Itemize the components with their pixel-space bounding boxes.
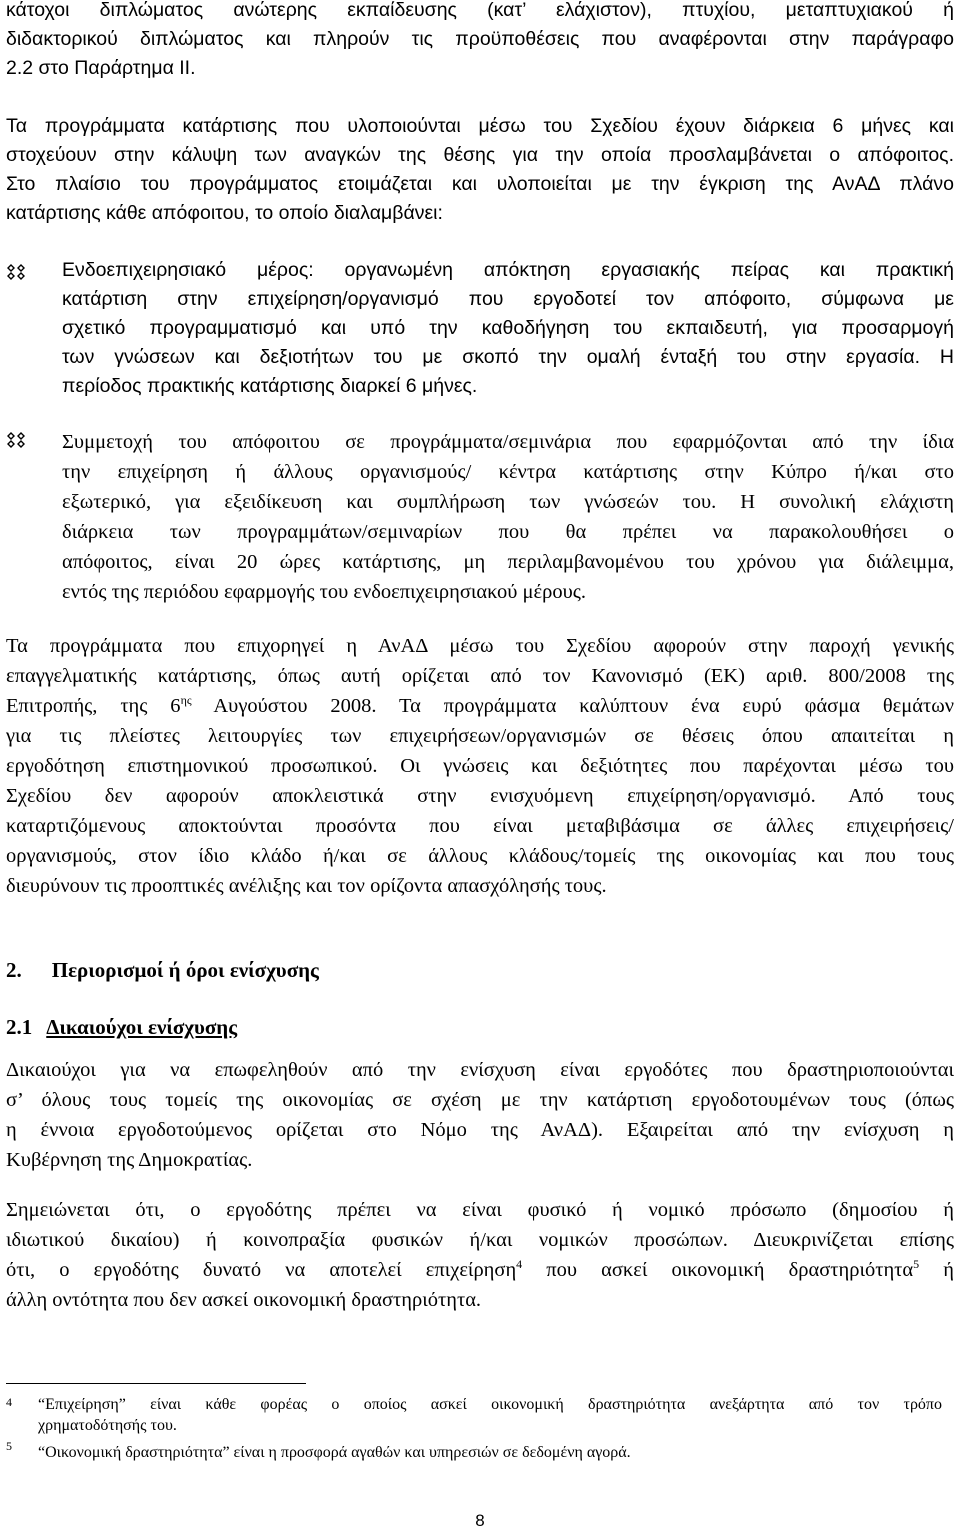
text-line: Σημειώνεται ότι, ο εργοδότης πρέπει να είναι φυσικό ή νομικό πρόσωπο (δημοσίου ή — [6, 1199, 954, 1221]
text-line: οργανισμούς, στον ίδιο κλάδο ή/και σε άλλους κλάδους/τομείς της οικονομίας και που τους — [6, 845, 954, 867]
text-line: διάρκεια των προγραμμάτων/σεμιναρίων που θα πρέπει να παρακολουθήσει ο — [62, 521, 954, 543]
text-segment: που ασκεί οικονομική δραστηριότητα — [522, 1259, 914, 1281]
diamond-bullet-icon — [6, 430, 26, 450]
text-line — [6, 1255, 954, 1285]
text-segment: ότι, ο εργοδότης δυνατό να αποτελεί επιχείρηση — [6, 1259, 517, 1281]
text-line: 2.2 στο Παράρτημα ΙΙ. — [6, 57, 196, 79]
section-title: Δικαιούχοι ενίσχυσης — [46, 1015, 238, 1039]
text-line: εξωτερικό, για εξειδίκευση και συμπλήρωση των γνώσεών του. Η συνολική ελάχιστη — [62, 491, 954, 513]
footnote-4 — [38, 1394, 942, 1436]
bullet-item-internal-training — [62, 256, 954, 401]
footnote-separator — [6, 1383, 306, 1384]
text-line: στοχεύουν στην κάλυψη των αναγκών της θέσης για την οποία προσλαμβάνεται ο απόφοιτος. — [6, 144, 954, 166]
footnote-text: “Οικονομική δραστηριότητα” είναι η προσφορά αγαθών και υπηρεσιών σε δεδομένη αγορά. — [38, 1444, 631, 1461]
text-line: άλλη οντότητα που δεν ασκεί οικονομική δραστηριότητα. — [6, 1289, 482, 1311]
footnote-reference[interactable]: 4 — [516, 1257, 523, 1272]
diamond-bullet-icon — [6, 262, 26, 282]
paragraph-funded-programs — [6, 631, 954, 901]
text-segment: Αυγούστου 2008. Τα προγράμματα καλύπτουν ένα ευρύ φάσμα θεμάτων — [191, 695, 954, 717]
footnote-mark: 5 — [6, 1439, 12, 1453]
section-title: Περιορισμοί ή όροι ενίσχυσης — [51, 958, 319, 982]
footnote-reference[interactable]: 5 — [913, 1257, 920, 1272]
page-number: 8 — [475, 1511, 485, 1530]
bullet-item-seminars — [62, 427, 954, 607]
text-line: για τις πλείστες λειτουργίες των επιχειρήσεων/οργανισμών σε θέσεις όπου απαιτείται η — [6, 725, 954, 747]
section-number: 2. — [6, 958, 22, 982]
superscript: ης — [180, 693, 192, 708]
text-line: διευρύνουν τις προοπτικές ανέλιξης και τον ορίζοντα απασχόλησής τους. — [6, 875, 607, 897]
text-line: Σχεδίου δεν αφορούν αποκλειστικά στην ενισχυόμενη επιχείρηση/οργανισμό. Από τους — [6, 785, 954, 807]
text-line: κατάρτισης κάθε απόφοιτου, το οποίο διαλαμβάνει: — [6, 202, 443, 224]
text-line: των γνώσεων και δεξιοτήτων του με σκοπό την ομαλή ένταξή του στην εργασία. Η — [62, 346, 954, 368]
section-heading-2 — [6, 955, 319, 985]
text-line: κάτοχοι διπλώματος ανώτερης εκπαίδευσης (κατ’ ελάχιστον), πτυχίου, μεταπτυχιακού ή — [6, 0, 954, 21]
text-segment: ή — [919, 1259, 954, 1281]
text-line: ιδιωτικού δικαίου) ή κοινοπραξία φυσικών ή/και νομικών προσώπων. Διευκρινίζεται επίσης — [6, 1229, 954, 1251]
paragraph-beneficiaries — [6, 1055, 954, 1175]
text-line: Τα προγράμματα κατάρτισης που υλοποιούνται μέσω του Σχεδίου έχουν διάρκεια 6 μήνες και — [6, 115, 954, 137]
text-line: Δικαιούχοι για να επωφεληθούν από την ενίσχυση είναι εργοδότες που δραστηριοποιούνται — [6, 1059, 954, 1081]
text-line: εργοδότηση επιστημονικού προσωπικού. Οι γνώσεις και δεξιότητες που παρέχονται μέσω του — [6, 755, 954, 777]
section-number: 2.1 — [6, 1015, 33, 1039]
text-line: την επιχείρηση ή άλλους οργανισμούς/ κέντρα κατάρτισης στην Κύπρο ή/και στο — [62, 461, 954, 483]
text-line: Κυβέρνηση της Δημοκρατίας. — [6, 1149, 253, 1171]
text-line: η έννοια εργοδοτούμενος ορίζεται στο Νόμο της ΑνΑΔ). Εξαιρείται από την ενίσχυση η — [6, 1119, 954, 1141]
footnote-text: “Επιχείρηση” είναι κάθε φορέας ο οποίος ασκεί οικονομική δραστηριότητα ανεξάρτητα από τον τρόπο — [38, 1396, 942, 1413]
text-line: Ενδοεπιχειρησιακό μέρος: οργανωμένη απόκτηση εργασιακής πείρας και πρακτική — [62, 259, 954, 281]
text-line: κατάρτιση στην επιχείρηση/οργανισμό που εργοδοτεί τον απόφοιτο, σύμφωνα με — [62, 288, 954, 310]
footnote-mark: 4 — [6, 1395, 12, 1409]
section-heading-2-1 — [6, 1012, 237, 1042]
text-line: καταρτιζόμενους αποκτούνται προσόντα που είναι μεταβιβάσιμα σε άλλες επιχειρήσεις/ — [6, 815, 954, 837]
text-line: διδακτορικού διπλώματος και πληρούν τις προϋποθέσεις που αναφέρονται στην παράγραφο — [6, 28, 954, 50]
paragraph-intro — [6, 0, 954, 83]
paragraph-programs — [6, 112, 954, 228]
text-line: σ’ όλους τους τομείς της οικονομίας σε σχέση με την κατάρτιση εργοδοτουμένων τους (όπως — [6, 1089, 954, 1111]
text-line: Τα προγράμματα που επιχορηγεί η ΑνΑΔ μέσω του Σχεδίου αφορούν στην παροχή γενικής — [6, 635, 954, 657]
text-line: επαγγελματικής κατάρτισης, όπως αυτή ορίζεται από τον Κανονισμό (ΕΚ) αριθ. 800/2008 της — [6, 665, 954, 687]
text-segment: Επιτροπής, της 6 — [6, 695, 181, 717]
text-line: εντός της περιόδου εφαρμογής του ενδοεπιχειρησιακού μέρους. — [62, 581, 587, 603]
footnote-5 — [38, 1442, 942, 1463]
text-line: απόφοιτος, είναι 20 ώρες κατάρτισης, μη περιλαμβανομένου του χρόνου για διάλειμμα, — [62, 551, 954, 573]
text-line: Στο πλαίσιο του προγράμματος ετοιμάζεται και υλοποιείται με την έγκριση της ΑνΑΔ πλάνο — [6, 173, 954, 195]
text-line — [6, 691, 954, 721]
text-line: Συμμετοχή του απόφοιτου σε προγράμματα/σεμινάρια που εφαρμόζονται από την ίδια — [62, 431, 954, 453]
footnote-text: χρηματοδότησής του. — [38, 1417, 177, 1434]
paragraph-employer — [6, 1195, 954, 1315]
text-line: περίοδος πρακτικής κατάρτισης διαρκεί 6 μήνες. — [62, 375, 478, 397]
text-line: σχετικό προγραμματισμό και υπό την καθοδήγηση του εκπαιδευτή, για προσαρμογή — [62, 317, 954, 339]
